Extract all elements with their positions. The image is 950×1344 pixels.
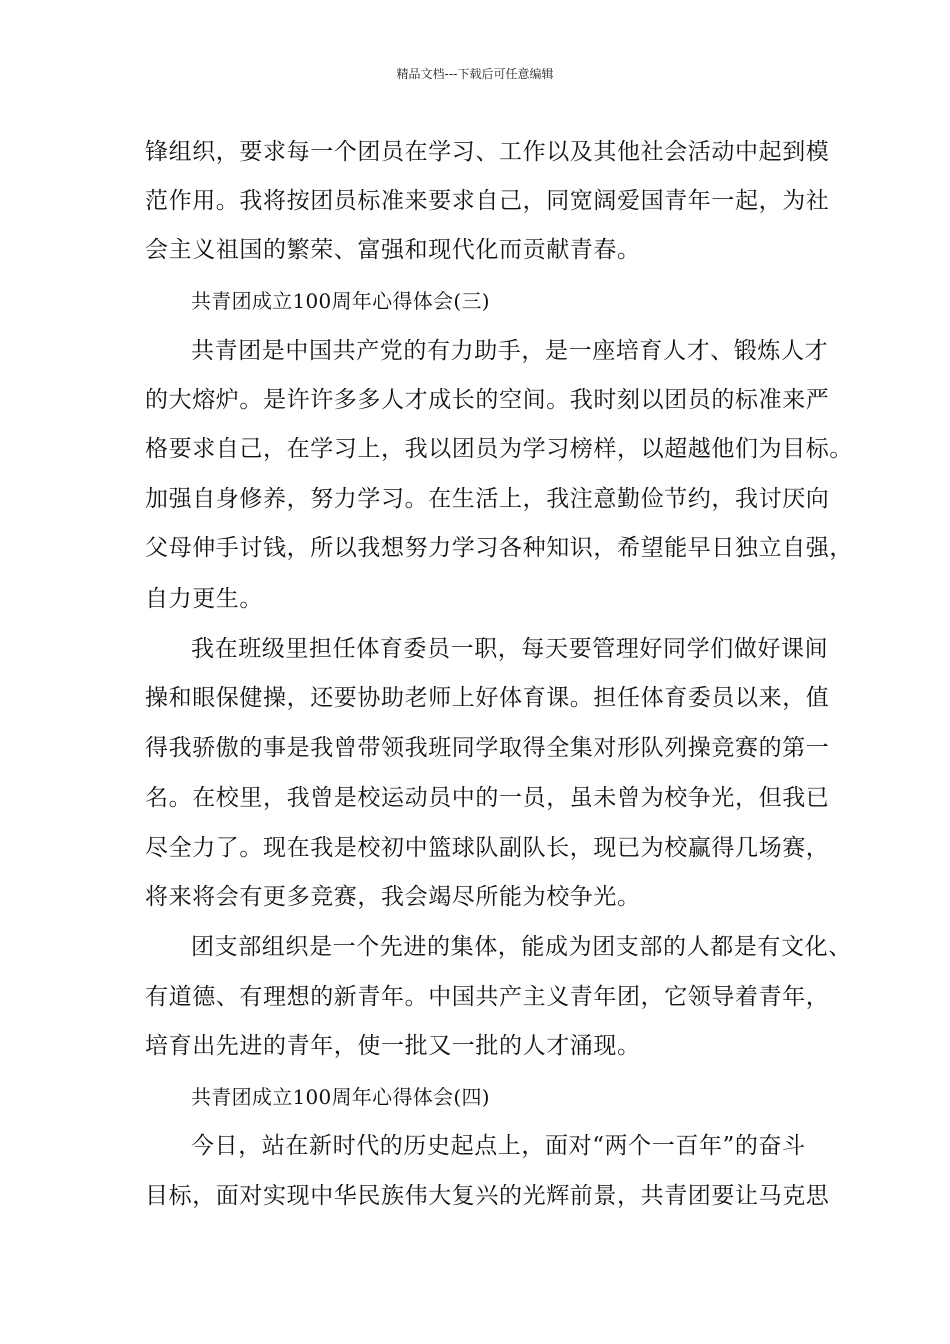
paragraph-first-line: 共青团是中国共产党的有力助手，是一座培育人才、锻炼人才 — [191, 338, 829, 364]
body-text-line: 培育出先进的青年，使一批又一批的人才涌现。 — [145, 1033, 641, 1059]
section-heading: 共青团成立100周年心得体会(四) — [191, 1085, 490, 1109]
body-text-line: 格要求自己，在学习上，我以团员为学习榜样，以超越他们为目标。 — [145, 436, 853, 462]
body-text-line: 得我骄傲的事是我曾带领我班同学取得全集对形队列操竞赛的第一 — [145, 735, 830, 761]
paragraph-first-line: 团支部组织是一个先进的集体，能成为团支部的人都是有文化、 — [191, 934, 852, 960]
body-text-line: 锋组织，要求每一个团员在学习、工作以及其他社会活动中起到模 — [145, 139, 830, 165]
body-text-line: 会主义祖国的繁荣、富强和现代化而贡献青春。 — [145, 237, 641, 263]
body-text-line: 将来将会有更多竞赛，我会竭尽所能为校争光。 — [145, 884, 641, 910]
paragraph-first-line: 我在班级里担任体育委员一职，每天要管理好同学们做好课间 — [191, 636, 829, 662]
body-text-line: 尽全力了。现在我是校初中篮球队副队长，现已为校赢得几场赛， — [145, 835, 830, 861]
body-text-line: 有道德、有理想的新青年。中国共产主义青年团，它领导着青年， — [145, 984, 830, 1010]
body-text-line: 范作用。我将按团员标准来要求自己，同宽阔爱国青年一起，为社 — [145, 188, 830, 214]
body-text-line: 目标，面对实现中华民族伟大复兴的光辉前景，共青团要让马克思 — [145, 1183, 830, 1209]
body-text-line: 父母伸手讨钱，所以我想努力学习各种知识，希望能早日独立自强， — [145, 535, 853, 561]
body-text-line: 操和眼保健操，还要协助老师上好体育课。担任体育委员以来，值 — [145, 685, 830, 711]
paragraph-first-line: 今日，站在新时代的历史起点上，面对“两个一百年”的奋斗 — [191, 1133, 806, 1159]
body-text-line: 自力更生。 — [145, 586, 263, 612]
section-heading: 共青团成立100周年心得体会(三) — [191, 289, 490, 313]
page-header: 精品文档---下载后可任意编辑 — [396, 67, 554, 81]
body-text-line: 名。在校里，我曾是校运动员中的一员，虽未曾为校争光，但我已 — [145, 785, 830, 811]
body-text-line: 的大熔炉。是许许多多人才成长的空间。我时刻以团员的标准来严 — [145, 387, 830, 413]
body-text-line: 加强自身修养，努力学习。在生活上，我注意勤俭节约，我讨厌向 — [145, 486, 830, 512]
